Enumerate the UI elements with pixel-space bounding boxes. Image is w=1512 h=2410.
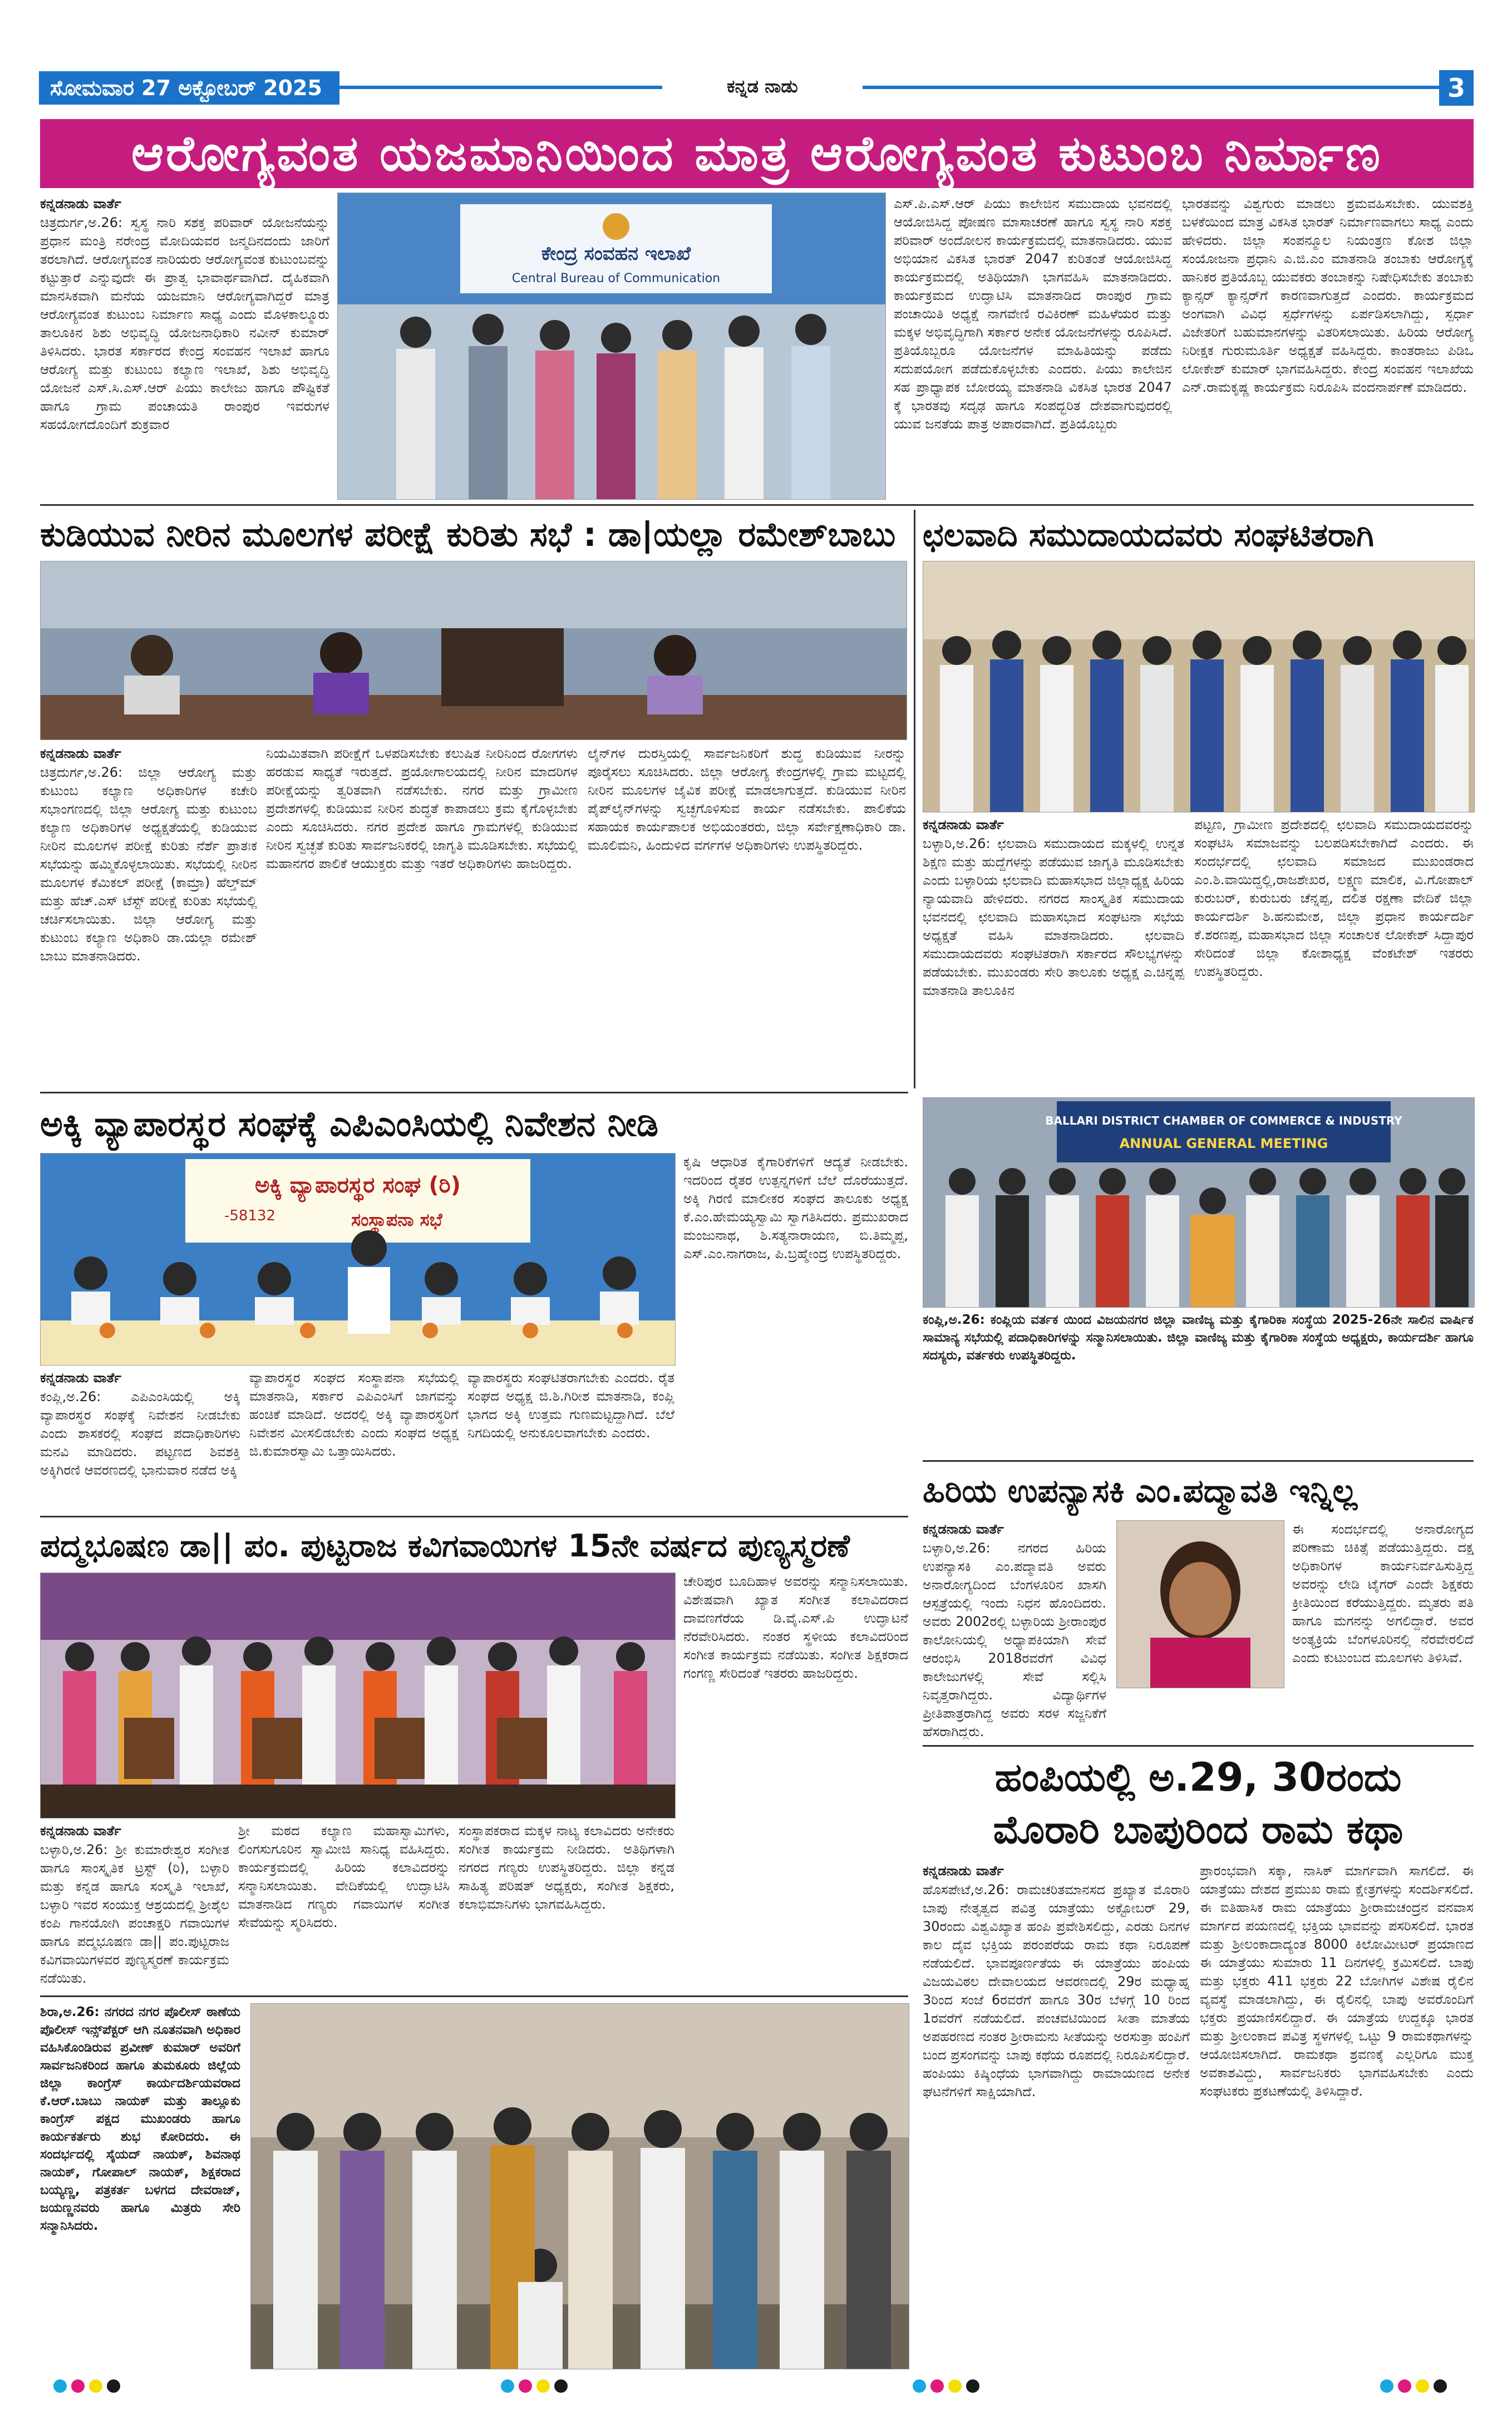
chamber-photo-banner-sub: ANNUAL GENERAL MEETING: [1119, 1136, 1328, 1151]
registration-mark: [53, 2379, 67, 2393]
lead-photo-banner-sub: Central Bureau of Communication: [511, 272, 721, 285]
obituary-headline: ಹಿರಿಯ ಉಪನ್ಯಾಸಕಿ ಎಂ.ಪದ್ಮಾವತಿ ಇನ್ನಿಲ್ಲ: [923, 1472, 1357, 1510]
rice-photo-banner-num: -58132: [224, 1208, 276, 1224]
rice-body-col1: ಕಂಪ್ಲಿ,ಅ.26: ಎಪಿಎಂಸಿಯಲ್ಲಿ ಅಕ್ಕಿ ವ್ಯಾಪಾರಸ್ಥರ ಸಂಘಕ್ಕೆ ನಿವೇಶನ ನೀಡಬೇಕು ಎಂದು ಶಾಸಕರಲ್ಲಿ ಸಂಘದ ಪದಾಧಿಕಾರಿಗಳು ಮನವಿ ಮಾಡಿದರು. ಪಟ್ಟಣದ ಶಿವಶಕ್ತಿ ಅಕ್ಕಿಗಿರಣಿ ಆವರಣದಲ್ಲಿ ಭಾನುವಾರ ನಡೆದ ಅಕ್ಕಿ: [40, 1389, 240, 1478]
section-divider: [923, 1745, 1474, 1747]
hampi-body-col1: ಹೊಸಪೇಟೆ,ಅ.26: ರಾಮಚರಿತಮಾನಸದ ಪ್ರಖ್ಯಾತ ಮೊರಾರಿ ಬಾಪು ನೇತೃತ್ವದ ಪವಿತ್ರ ಯಾತ್ರೆಯು ಅಕ್ಟೋಬರ್ 29, 30ರಂದು ವಿಶ್ವವಿಖ್ಯಾತ ಹಂಪಿ ಪ್ರವೇಶಿಸಲಿದ್ದು, ಎರಡು ದಿನಗಳ ಕಾಲ ದೈವ ಭಕ್ತಿಯ ಪರಂಪರೆಯ ರಾಮ ಕಥಾ ನಿರೂಪಣೆ ನಡೆಯಲಿದೆ. ಭಾವಪೂರ್ಣತೆಯ ಈ ಯಾತ್ರೆಯು ಹಂಪಿಯ ವಿಜಯವಿಠಲ ದೇವಾಲಯದ ಆವರಣದಲ್ಲಿ 29ರ ಮಧ್ಯಾಹ್ನ 3ರಿಂದ ಸಂಜೆ 6ರವರೆಗೆ ಹಾಗೂ 30ರ ಬೆಳಗ್ಗೆ 10 ರಿಂದ 1ರವರೆಗೆ ನಡೆಯಲಿದೆ. ಪಂಚವಟಿಯಿಂದ ಸೀತಾ ಮಾತೆಯ ಅಪಹರಣದ ನಂತರ ಶ್ರೀರಾಮನು ಸೀತೆಯನ್ನು ಅರಸುತ್ತಾ ಹಂಪಿಗೆ ಬಂದ ಪ್ರಸಂಗವನ್ನು ಬಾಪು ಕಥೆಯ ರೂಪದಲ್ಲಿ ನಿರೂಪಿಸಲಿದ್ದಾರೆ. ಹಂಪಿಯು ಕಿಷ್ಕಿಂಧೆಯ ಭಾಗವಾಗಿದ್ದು ರಾಮಾಯಣದ ಅನೇಕ ಘಟನೆಗಳಿಗೆ ಸಾಕ್ಷಿಯಾಗಿದೆ.: [923, 1882, 1190, 2099]
rice-photo-banner-sub: ಸಂಸ್ಥಾಪನಾ ಸಭೆ: [351, 1209, 442, 1230]
registration-mark: [519, 2379, 532, 2393]
section-divider: [40, 1092, 908, 1093]
water-headline: ಕುಡಿಯುವ ನೀರಿನ ಮೂಲಗಳ ಪರೀಕ್ಷೆ ಕುರಿತು ಸಭೆ : ಡಾ|ಯಲ್ಲಾ ರಮೇಶ್‌ಬಾಬು: [40, 515, 896, 554]
registration-mark: [71, 2379, 85, 2393]
rice-headline: ಅಕ್ಕಿ ವ್ಯಾಪಾರಸ್ಥರ ಸಂಘಕ್ಕೆ ಎಪಿಎಂಸಿಯಲ್ಲಿ ನಿವೇಶನ ನೀಡಿ: [40, 1103, 659, 1144]
registration-mark: [89, 2379, 102, 2393]
chalavadi-byline: ಕನ್ನಡನಾಡು ವಾರ್ತೆ: [923, 817, 1004, 832]
registration-mark: [501, 2379, 514, 2393]
puttaraj-photo-image: [41, 1573, 675, 1818]
puttaraj-headline: ಪದ್ಮಭೂಷಣ ಡಾ|| ಪಂ. ಪುಟ್ಟರಾಜ ಕವಿಗವಾಯಿಗಳ 15ನೇ ವರ್ಷದ ಪುಣ್ಯಸ್ಮರಣೆ: [40, 1528, 850, 1564]
obituary-body-col2: ಈ ಸಂದರ್ಭದಲ್ಲಿ ಅನಾರೋಗ್ಯದ ಪರಿಣಾಮ ಚಿಕಿತ್ಸೆ ಪಡೆಯುತ್ತಿದ್ದರು. ದಕ್ಷ ಅಧಿಕಾರಿಗಳ ಕಾರ್ಯನಿರ್ವಹಿಸುತ್ತಿದ್ದ ಅವರನ್ನು ಲೇಡಿ ಟೈಗರ್ ಎಂದೇ ಶಿಕ್ಷಕರು ಕ್ರೀತಿಯಿಂದ ಕರೆಯುತ್ತಿದ್ದರು. ಮೃತರು ಪತಿ ಹಾಗೂ ಮಗನನ್ನು ಅಗಲಿದ್ದಾರೆ. ಅವರ ಅಂತ್ಯಕ್ರಿಯೆ ಬೆಂಗಳೂರಿನಲ್ಲಿ ನೆರವೇರಲಿದೆ ಎಂದು ಕುಟುಂಬದ ಮೂಲಗಳು ತಿಳಿಸಿವೆ.: [1292, 1521, 1474, 1665]
chalavadi-body-col1: ಬಳ್ಳಾರಿ,ಅ.26: ಛಲವಾದಿ ಸಮುದಾಯದ ಮಕ್ಕಳಲ್ಲಿ ಉನ್ನತ ಶಿಕ್ಷಣ ಮತ್ತು ಹುದ್ದೆಗಳನ್ನು ಪಡೆಯುವ ಜಾಗೃತಿ ಮೂಡಿಸಬೇಕು ಎಂದು ಬಳ್ಳಾರಿಯ ಛಲವಾದಿ ಮಹಾಸಭಾದ ಜಿಲ್ಲಾಧ್ಯಕ್ಷ ಹಿರಿಯ ನ್ಯಾಯವಾದಿ ಹೇಳಿದರು. ನಗರದ ಸಾಂಸ್ಕೃತಿಕ ಸಮುದಾಯ ಭವನದಲ್ಲಿ ಛಲವಾದಿ ಮಹಾಸಭಾದ ಸಂಘಟನಾ ಸಭೆಯ ಅಧ್ಯಕ್ಷತೆ ವಹಿಸಿ ಮಾತನಾಡಿದರು. ಛಲವಾದಿ ಸಮುದಾಯದವರು ಸಂಘಟಿತರಾಗಿ ಸರ್ಕಾರದ ಸೌಲಭ್ಯಗಳನ್ನು ಪಡೆಯಬೇಕು. ಮುಖಂಡರು ಸೇರಿ ತಾಲೂಕು ಅಧ್ಯಕ್ಷ ಎ.ಚಿನ್ನಪ್ಪ ಮಾತನಾಡಿ ತಾಲೂಕಿನ: [923, 836, 1184, 998]
lead-headline: ಆರೋಗ್ಯವಂತ ಯಜಮಾನಿಯಿಂದ ಮಾತ್ರ ಆರೋಗ್ಯವಂತ ಕುಟುಂಬ ನಿರ್ಮಾಣ: [40, 119, 1474, 188]
registration-mark: [930, 2379, 944, 2393]
puttaraj-body-col1: ಬಳ್ಳಾರಿ,ಅ.26: ಶ್ರೀ ಕುಮಾರೇಶ್ವರ ಸಂಗೀತ ಹಾಗೂ ಸಾಂಸ್ಕೃತಿಕ ಟ್ರಸ್ಟ್ (ರಿ), ಬಳ್ಳಾರಿ ಮತ್ತು ಕನ್ನಡ ಹಾಗೂ ಸಂಸ್ಕೃತಿ ಇಲಾಖೆ, ಬಳ್ಳಾರಿ ಇವರ ಸಂಯುಕ್ತ ಆಶ್ರಯದಲ್ಲಿ ಶ್ರೀಶೈಲ ಕಂಪಿ ಗಾನಯೋಗಿ ಪಂಚಾಕ್ಷರಿ ಗವಾಯಿಗಳ ಹಾಗೂ ಪದ್ಮಭೂಷಣ ಡಾ|| ಪಂ.ಪುಟ್ಟರಾಜ ಕವಿಗವಾಯಿಗಳವರ ಪುಣ್ಯಸ್ಮರಣೆ ಕಾರ್ಯಕ್ರಮ ನಡೆಯಿತು.: [40, 1842, 229, 1986]
section-divider: [40, 1995, 908, 1997]
hampi-body-col2: ಪ್ರಾರಂಭವಾಗಿ ಸಕ್ಕಾ, ನಾಸಿಕ್ ಮಾರ್ಗವಾಗಿ ಸಾಗಲಿದೆ. ಈ ಯಾತ್ರೆಯು ದೇಶದ ಪ್ರಮುಖ ರಾಮ ಕ್ಷೇತ್ರಗಳನ್ನು ಸಂದರ್ಶಿಸಲಿದೆ. ಈ ಐತಿಹಾಸಿಕ ರಾಮ ಯಾತ್ರೆಯು ಶ್ರೀರಾಮಚಂದ್ರನ ವನವಾಸ ಮಾರ್ಗದ ಪಯಣದಲ್ಲಿ ಭಕ್ತಿಯ ಭಾವವನ್ನು ಪಸರಿಸಲಿದೆ. ಭಾರತ ಮತ್ತು ಶ್ರೀಲಂಕಾದಾದ್ಯಂತ 8000 ಕಿಲೋಮೀಟರ್ ಪ್ರಯಾಣದ ಈ ಯಾತ್ರೆಯು ಸುಮಾರು 11 ದಿನಗಳಲ್ಲಿ ಕ್ರಮಿಸಲಿದೆ. ಬಾಪು ಮತ್ತು ಭಕ್ತರು 411 ಭಕ್ತರು 22 ಬೋಗಿಗಳ ವಿಶೇಷ ರೈಲಿನ ವ್ಯವಸ್ಥೆ ಮಾಡಲಾಗಿದ್ದು, ಈ ರೈಲಿನಲ್ಲಿ ಬಾಪು ಅವರೊಂದಿಗೆ ಭಕ್ತರು ಪ್ರಯಾಣಿಸಲಿದ್ದಾರೆ. ಈ ಯಾತ್ರೆಯ ಉದ್ದಕ್ಕೂ ಭಾರತ ಮತ್ತು ಶ್ರೀಲಂಕಾದ ಪವಿತ್ರ ಸ್ಥಳಗಳಲ್ಲಿ ಒಟ್ಟು 9 ರಾಮಕಥಾಗಳನ್ನು ಆಯೋಜಿಸಲಾಗಿದೆ. ರಾಮಕಥಾ ಶ್ರವಣಕ್ಕೆ ಎಲ್ಲರಿಗೂ ಮುಕ್ತ ಅವಕಾಶವಿದ್ದು, ಸಾರ್ವಜನಿಕರು ಭಾಗವಹಿಸಬೇಕು ಎಂದು ಸಂಘಟಕರು ಪ್ರಕಟಣೆಯಲ್ಲಿ ತಿಳಿಸಿದ್ದಾರೆ.: [1200, 1863, 1474, 2099]
obituary-portrait: [1116, 1520, 1284, 1688]
lead-body-col1: ಚಿತ್ರದುರ್ಗ,ಅ.26: ಸ್ವಸ್ಥ ನಾರಿ ಸಶಕ್ತ ಪರಿವಾರ್ ಯೋಜನೆಯನ್ನು ಪ್ರಧಾನ ಮಂತ್ರಿ ನರೇಂದ್ರ ಮೋದಿಯವರ ಜನ್ಮದಿನದಂದು ಜಾರಿಗೆ ತರಲಾಗಿದೆ. ಆರೋಗ್ಯವಂತ ನಾರಿಯರು ಆರೋಗ್ಯವಂತ ಕುಟುಂಬವನ್ನು ಕಟ್ಟುತ್ತಾರೆ ಎನ್ನುವುದೇ ಈ ಪ್ರಾತ್ವ ಭಾವಾರ್ಥವಾಗಿದೆ. ದೈಹಿಕವಾಗಿ ಮಾನಸಿಕವಾಗಿ ಮನೆಯ ಯಜಮಾನಿ ಆರೋಗ್ಯವಾಗಿದ್ದರೆ ಮಾತ್ರ ಆರೋಗ್ಯವಂತ ಕುಟುಂಬ ನಿರ್ಮಾಣ ಸಾಧ್ಯ ಎಂದು ಮೊಳಕಾಲ್ಮೂರು ತಾಲೂಕಿನ ಶಿಶು ಅಭಿವೃದ್ಧಿ ಯೋಜನಾಧಿಕಾರಿ ನವೀನ್ ಕುಮಾರ್ ತಿಳಿಸಿದರು. ಭಾರತ ಸರ್ಕಾರದ ಕೇಂದ್ರ ಸಂವಹನ ಇಲಾಖೆ ಹಾಗೂ ಆರೋಗ್ಯ ಮತ್ತು ಕುಟುಂಬ ಕಲ್ಯಾಣ ಇಲಾಖೆ, ಶಿಶು ಅಭಿವೃದ್ಧಿ ಯೋಜನೆ ಎಸ್.ಸಿ.ಎಸ್.ಆರ್ ಪಿಯು ಕಾಲೇಜು ಹಾಗೂ ಪೌಷ್ಟಿಕತೆ ಹಾಗೂ ಗ್ರಾಮ ಪಂಚಾಯತಿ ರಾಂಪುರ ಇವರುಗಳ ಸಹಯೋಗದೊಂದಿಗೆ ಶುಕ್ರವಾರ: [40, 215, 329, 432]
hampi-headline-line1: ಹಂಪಿಯಲ್ಲಿ ಅ.29, 30ರಂದು: [994, 1754, 1402, 1800]
registration-mark: [948, 2379, 962, 2393]
lead-body-col2: ಎಸ್.ಪಿ.ಎಸ್.ಆರ್ ಪಿಯು ಕಾಲೇಜಿನ ಸಮುದಾಯ ಭವನದಲ್ಲಿ ಆಯೋಜಿಸಿದ್ದ ಪೋಷಣ ಮಾಸಾಚರಣೆ ಹಾಗೂ ಸ್ವಸ್ಥ ನಾರಿ ಸಶಕ್ತ ಪರಿವಾರ್ ಅಂದೋಲನ ಕಾರ್ಯಕ್ರಮದಲ್ಲಿ ಮಾತನಾಡಿದರು. ಯುವ ಅಭಿಯಾನ ವಿಕಸಿತ ಭಾರತ್ 2047 ಕುರಿತಂತೆ ಆಯೋಜಿಸಿದ್ದ ಕಾರ್ಯಕ್ರಮದಲ್ಲಿ ಅತಿಥಿಯಾಗಿ ಭಾಗವಹಿಸಿ ಮಾತನಾಡಿದರು. ಕಾರ್ಯಕ್ರಮದ ಉದ್ಘಾಟಿಸಿ ಮಾತನಾಡಿದ ರಾಂಪುರ ಗ್ರಾಮ ಪಂಚಾಯಿತಿ ಅಧ್ಯಕ್ಷೆ ನಾಗವೇಣಿ ರವಿಕಿರಣ್ ಮಹಿಳೆಯರ ಮತ್ತು ಮಕ್ಕಳ ಅಭಿವೃದ್ಧಿಗಾಗಿ ಸರ್ಕಾರ ಅನೇಕ ಯೋಜನೆಗಳನ್ನು ರೂಪಿಸಿದೆ. ಪ್ರತಿಯೊಬ್ಬರೂ ಯೋಜನೆಗಳ ಮಾಹಿತಿಯನ್ನು ಪಡೆದು ಸದುಪಯೋಗ ಪಡೆದುಕೊಳ್ಳಬೇಕು ಎಂದರು. ಪಿಯು ಕಾಲೇಜಿನ ಸಹ ಪ್ರಾಧ್ಯಾಪಕ ಬೋರಯ್ಯ ಮಾತನಾಡಿ ವಿಕಸಿತ ಭಾರತ 2047 ಕ್ಕೆ ಭಾರತವು ಸದೃಢ ಹಾಗೂ ಸಂಪದ್ಭರಿತ ದೇಶವಾಗುವುದರಲ್ಲಿ ಯುವ ಜನತೆಯ ಪಾತ್ರ ಅಪಾರವಾಗಿದೆ. ಪ್ರತಿಯೊಬ್ಬರು: [894, 196, 1172, 432]
rice-byline: ಕನ್ನಡನಾಡು ವಾರ್ತೆ: [40, 1370, 121, 1386]
puttaraj-byline: ಕನ್ನಡನಾಡು ವಾರ್ತೆ: [40, 1823, 121, 1839]
section-divider: [40, 1516, 908, 1517]
rice-photo: [40, 1153, 676, 1366]
chalavadi-headline: ಛಲವಾದಿ ಸಮುದಾಯದವರು ಸಂಘಟಿತರಾಗಿ: [923, 516, 1374, 554]
masthead-rule: [339, 86, 1447, 89]
puttaraj-body-col4: ಚೇರಿಪುರ ಬೂದಿಹಾಳ ಅವರನ್ನು ಸನ್ಮಾನಿಸಲಾಯಿತು. ವಿಶೇಷವಾಗಿ ಖ್ಯಾತ ಸಂಗೀತ ಕಲಾವಿದರಾದ ದಾವಣಗೆರೆಯ ಡಿ.ವೈ.ಎಸ್.ಪಿ ಉದ್ಘಾಟನೆ ನೆರವೇರಿಸಿದರು. ನಂತರ ಸ್ಥಳೀಯ ಕಲಾವಿದರಿಂದ ಸಂಗೀತ ಕಾರ್ಯಕ್ರಮ ನಡೆಯಿತು. ಸಂಗೀತ ಶಿಕ್ಷಕರಾದ ಗಂಗಣ್ಣ ಸೇರಿದಂತೆ ಇತರರು ಹಾಜರಿದ್ದರು.: [683, 1574, 908, 1681]
rice-body-col2: ವ್ಯಾಪಾರಸ್ಥರ ಸಂಘದ ಸಂಸ್ಥಾಪನಾ ಸಭೆಯಲ್ಲಿ ಮಾತನಾಡಿ, ಸರ್ಕಾರ ಎಪಿಎಂಸಿಗೆ ಜಾಗವನ್ನು ಹಂಚಿಕೆ ಮಾಡಿದೆ. ಅದರಲ್ಲಿ ಅಕ್ಕಿ ವ್ಯಾಪಾರಸ್ಥರಿಗೆ ನಿವೇಶನ ಮೀಸಲಿಡಬೇಕು ಎಂದು ಸಂಘದ ಅಧ್ಯಕ್ಷ ಜಿ.ಕುಮಾರಸ್ವಾಮಿ ಒತ್ತಾಯಿಸಿದರು.: [249, 1370, 459, 1459]
registration-mark: [1398, 2379, 1411, 2393]
hampi-byline: ಕನ್ನಡನಾಡು ವಾರ್ತೆ: [923, 1863, 1004, 1879]
registration-mark: [554, 2379, 568, 2393]
paper-name: ಕನ್ನಡ ನಾಡು: [662, 73, 863, 99]
police-photo: [250, 2003, 909, 2369]
lead-body-col3: ಭಾರತವನ್ನು ವಿಶ್ವಗುರು ಮಾಡಲು ಶ್ರಮವಹಿಸಬೇಕು. ಯುವಶಕ್ತಿ ಬಳಕೆಯಿಂದ ಮಾತ್ರ ವಿಕಸಿತ ಭಾರತ್ ನಿರ್ಮಾಣವಾಗಲು ಸಾಧ್ಯ ಎಂದು ಹೇಳಿದರು. ಜಿಲ್ಲಾ ಸಂಪನ್ಮೂಲ ನಿಯಂತ್ರಣ ಕೋಶ ಜಿಲ್ಲಾ ಸಂಯೋಜನಾ ಪ್ರಧಾನಿ ಎ.ಜಿ.ಎಂ ಮಾತನಾಡಿ ತಂಬಾಕು ಆರೋಗ್ಯಕ್ಕೆ ಹಾನಿಕರ ಪ್ರತಿಯೊಬ್ಬ ಯುವಕರು ತಂಬಾಕನ್ನು ನಿಷೇಧಿಸಬೇಕು ತಂಬಾಕು ಕ್ಯಾನ್ಸರ್ ಕ್ಯಾನ್ಸರ್‌ಗೆ ಕಾರಣವಾಗುತ್ತದೆ ಎಂದರು. ಕಾರ್ಯಕ್ರಮದ ಅಂಗವಾಗಿ ವಿವಿಧ ಸ್ಪರ್ಧೆಗಳನ್ನು ಏರ್ಪಡಿಸಲಾಗಿದ್ದು, ಸ್ಪರ್ಧಾ ವಿಜೇತರಿಗೆ ಬಹುಮಾನಗಳನ್ನು ವಿತರಿಸಲಾಯಿತು. ಹಿರಿಯ ಆರೋಗ್ಯ ನಿರೀಕ್ಷಕ ಗುರುಮೂರ್ತಿ ಅಧ್ಯಕ್ಷತೆ ವಹಿಸಿದ್ದರು. ಕಾಂತರಾಜು ಪಿಡಿಒ ಲೋಕೇಶ್ ಕುಮಾರ್ ಭಾಗವಹಿಸಿದ್ದರು. ಕೇಂದ್ರ ಸಂವಹನ ಇಲಾಖೆಯ ಎನ್.ರಾಮಕೃಷ್ಣ ಕಾರ್ಯಕ್ರಮ ನಿರೂಪಿಸಿ ವಂದನಾರ್ಪಣೆ ಮಾಡಿದರು.: [1182, 196, 1474, 395]
obituary-byline: ಕನ್ನಡನಾಡು ವಾರ್ತೆ: [923, 1521, 1004, 1537]
chalavadi-photo-image: [923, 561, 1474, 812]
police-photo-image: [251, 2004, 909, 2369]
hampi-headline-line2: ಮೊರಾರಿ ಬಾಪುರಿಂದ ರಾಮ ಕಥಾ: [993, 1807, 1403, 1852]
chamber-caption: ಕಂಪ್ಲಿ,ಅ.26: ಕಂಪ್ಲಿಯ ವರ್ತಕ ಯಿಂದ ವಿಜಯನಗರ ಜಿಲ್ಲಾ ವಾಣಿಜ್ಯ ಮತ್ತು ಕೈಗಾರಿಕಾ ಸಂಸ್ಥೆಯ 2025-26ನೇ ಸಾಲಿನ ವಾರ್ಷಿಕ ಸಾಮಾನ್ಯ ಸಭೆಯಲ್ಲಿ ಪದಾಧಿಕಾರಿಗಳನ್ನು ಸನ್ಮಾನಿಸಲಾಯಿತು. ಜಿಲ್ಲಾ ವಾಣಿಜ್ಯ ಮತ್ತು ಕೈಗಾರಿಕಾ ಸಂಸ್ಥೆಯ ಅಧ್ಯಕ್ಷರು, ಕಾರ್ಯದರ್ಶಿ ಹಾಗೂ ಸದಸ್ಯರು, ವರ್ತಕರು ಉಪಸ್ಥಿತರಿದ್ದರು.: [923, 1313, 1474, 1363]
water-body-col2: ನಿಯಮಿತವಾಗಿ ಪರೀಕ್ಷೆಗೆ ಒಳಪಡಿಸಬೇಕು ಕಲುಷಿತ ನೀರಿನಿಂದ ರೋಗಗಳು ಹರಡುವ ಸಾಧ್ಯತೆ ಇರುತ್ತದೆ. ಪ್ರಯೋಗಾಲಯದಲ್ಲಿ ನೀರಿನ ಮಾದರಿಗಳ ಪರೀಕ್ಷೆಯನ್ನು ತ್ವರಿತವಾಗಿ ನಡೆಸಬೇಕು. ನಗರ ಮತ್ತು ಗ್ರಾಮೀಣ ಪ್ರದೇಶಗಳಲ್ಲಿ ಕುಡಿಯುವ ನೀರಿನ ಶುದ್ಧತೆ ಕಾಪಾಡಲು ಕ್ರಮ ಕೈಗೊಳ್ಳಬೇಕು ಎಂದು ಸೂಚಿಸಿದರು. ನಗರ ಪ್ರದೇಶ ಹಾಗೂ ಗ್ರಾಮಗಳಲ್ಲಿ ಕುಡಿಯುವ ನೀರಿನ ಸ್ವಚ್ಛತೆ ಕುರಿತು ಸಾರ್ವಜನಿಕರಲ್ಲಿ ಜಾಗೃತಿ ಮೂಡಿಸಬೇಕು. ಸಭೆಯಲ್ಲಿ ಮಹಾನಗರ ಪಾಲಿಕೆ ಆಯುಕ್ತರು ಮತ್ತು ಇತರೆ ಅಧಿಕಾರಿಗಳು ಹಾಜರಿದ್ದರು.: [266, 746, 578, 871]
obituary-body-col1: ಬಳ್ಳಾರಿ,ಅ.26: ನಗರದ ಹಿರಿಯ ಉಪನ್ಯಾಸಕಿ ಎಂ.ಪದ್ಮಾವತಿ ಅವರು ಅನಾರೋಗ್ಯದಿಂದ ಬೆಂಗಳೂರಿನ ಖಾಸಗಿ ಆಸ್ಪತ್ರೆಯಲ್ಲಿ ಇಂದು ನಿಧನ ಹೊಂದಿದರು. ಅವರು 2002ರಲ್ಲಿ ಬಳ್ಳಾರಿಯ ಶ್ರೀರಾಂಪುರ ಕಾಲೋನಿಯಲ್ಲಿ ಅಧ್ಯಾಪಕಿಯಾಗಿ ಸೇವೆ ಆರಂಭಿಸಿ 2018ರವರೆಗೆ ವಿವಿಧ ಕಾಲೇಜುಗಳಲ್ಲಿ ಸೇವೆ ಸಲ್ಲಿಸಿ ನಿವೃತ್ತರಾಗಿದ್ದರು. ವಿದ್ಯಾರ್ಥಿಗಳ ಪ್ರೀತಿಪಾತ್ರರಾಗಿದ್ದ ಅವರು ಸರಳ ಸಜ್ಜನಿಕೆಗೆ ಹೆಸರಾಗಿದ್ದರು.: [923, 1540, 1106, 1739]
registration-mark: [1380, 2379, 1393, 2393]
police-caption: ಶಿರಾ,ಅ.26: ನಗರದ ನಗರ ಪೊಲೀಸ್ ಠಾಣೆಯ ಪೊಲೀಸ್ ಇನ್ಸ್‌ಪೆಕ್ಟರ್ ಆಗಿ ನೂತನವಾಗಿ ಅಧಿಕಾರ ವಹಿಸಿಕೊಂಡಿರುವ ಪ್ರವೀಣ್ ಕುಮಾರ್ ಅವರಿಗೆ ಸಾರ್ವಜನಿಕರಿಂದ ಹಾಗೂ ತುಮಕೂರು ಜಿಲ್ಲೆಯ ಜಿಲ್ಲಾ ಕಾಂಗ್ರೆಸ್ ಕಾರ್ಯದರ್ಶಿಯವರಾದ ಕೆ.ಆರ್.ಬಾಬು ನಾಯಕ್ ಮತ್ತು ತಾಲ್ಲೂಕು ಕಾಂಗ್ರೆಸ್ ಪಕ್ಷದ ಮುಖಂಡರು ಹಾಗೂ ಕಾರ್ಯಕರ್ತರು ಶುಭ ಕೋರಿದರು. ಈ ಸಂದರ್ಭದಲ್ಲಿ ಸೈಯದ್ ನಾಯಕ್, ಶಿವನಾಥ ನಾಯಕ್, ಗೋಪಾಲ್ ನಾಯಕ್, ಶಿಕ್ಷಕರಾದ ಬಯ್ಯಣ್ಣ, ಪತ್ರಕರ್ತ ಬಳಗದ ದೇವರಾಜ್, ಜಯಣ್ಣನವರು ಹಾಗೂ ಮಿತ್ರರು ಸೇರಿ ಸನ್ಮಾನಿಸಿದರು.: [40, 2005, 240, 2233]
water-photo-image: [41, 561, 907, 740]
rice-photo-banner-text: ಅಕ್ಕಿ ವ್ಯಾಪಾರಸ್ಥರ ಸಂಘ (ರಿ): [254, 1172, 461, 1198]
masthead-date: ಸೋಮವಾರ 27 ಅಕ್ಟೋಬರ್ 2025: [39, 71, 339, 105]
registration-mark: [1434, 2379, 1447, 2393]
chalavadi-body-col2: ಪಟ್ಟಣ, ಗ್ರಾಮೀಣ ಪ್ರದೇಶದಲ್ಲಿ ಛಲವಾದಿ ಸಮುದಾಯದವರನ್ನು ಸಂಘಟಿಸಿ ಸಮಾಜವನ್ನು ಬಲಪಡಿಸಬೇಕಾಗಿದೆ ಎಂದರು. ಈ ಸಂದರ್ಭದಲ್ಲಿ ಛಲವಾದಿ ಸಮಾಜದ ಮುಖಂಡರಾದ ಎಂ.ಶಿ.ವಾಯಿದ್ದಲ್ಲಿ,ರಾಜಶೇಖರ, ಲಕ್ಷ್ಮಣ ಮಾಲಿಕ, ವಿ.ಗೋಪಾಲ್ ಕುರುಬರ್, ಕುರುಬರು ಚೆನ್ನಪ್ಪ, ದಲಿತ ರಕ್ಷಣಾ ವೇದಿಕೆ ಜಿಲ್ಲಾ ಕಾರ್ಯದರ್ಶಿ ಶಿ.ಹನುಮೇಶ, ಜಿಲ್ಲಾ ಪ್ರಧಾನ ಕಾರ್ಯದರ್ಶಿ ಕೆ.ಶರಣಪ್ಪ, ಮಹಾಸಭಾದ ಜಿಲ್ಲಾ ಸಂಚಾಲಕ ಲೋಕೇಶ್ ಸಿದ್ದಾಪುರ ಸೇರಿದಂತೆ ಜಿಲ್ಲಾ ಕೋಶಾಧ್ಯಕ್ಷ ವೆಂಕಟೇಶ್ ಇತರರು ಉಪಸ್ಥಿತರಿದ್ದರು.: [1194, 817, 1474, 979]
registration-mark: [1416, 2379, 1429, 2393]
chalavadi-photo: [923, 561, 1475, 812]
lead-byline: ಕನ್ನಡನಾಡು ವಾರ್ತೆ: [40, 196, 121, 211]
water-byline: ಕನ್ನಡನಾಡು ವಾರ್ತೆ: [40, 746, 121, 761]
water-body-col1: ಚಿತ್ರದುರ್ಗ,ಅ.26: ಜಿಲ್ಲಾ ಆರೋಗ್ಯ ಮತ್ತು ಕುಟುಂಬ ಕಲ್ಯಾಣ ಅಧಿಕಾರಿಗಳ ಕಚೇರಿ ಸಭಾಂಗಣದಲ್ಲಿ ಜಿಲ್ಲಾ ಆರೋಗ್ಯ ಮತ್ತು ಕುಟುಂಬ ಕಲ್ಯಾಣ ಅಧಿಕಾರಿಗಳ ಅಧ್ಯಕ್ಷತೆಯಲ್ಲಿ ಕುಡಿಯುವ ನೀರಿನ ಮೂಲಗಳ ಪರೀಕ್ಷೆ ಕುರಿತು ನೆರ್ಶೆ ಪ್ರಾತಃಕ ಸಭೆಯನ್ನು ಹಮ್ಮಿಕೊಳ್ಳಲಾಯಿತು. ಸಭೆಯಲ್ಲಿ ನೀರಿನ ಮೂಲಗಳ ಕೆಮಿಕಲ್ ಪರೀಕ್ಷೆ (ಕಾಮ್ರಾ) ಹೆಲ್ತ್‌ಮ್ ಮತ್ತು ಹೆಚ್.ಎಸ್ ಟೆಸ್ಟ್ ಪರೀಕ್ಷೆ ಕುರಿತು ಸಭೆಯಲ್ಲಿ ಚರ್ಚಿಸಲಾಯಿತು. ಜಿಲ್ಲಾ ಆರೋಗ್ಯ ಮತ್ತು ಕುಟುಂಬ ಕಲ್ಯಾಣ ಅಧಿಕಾರಿ ಡಾ.ಯಲ್ಲಾ ರಮೇಶ್ ಬಾಬು ಮಾತನಾಡಿದರು.: [40, 765, 257, 964]
page-number: 3: [1439, 70, 1474, 106]
water-photo: [40, 561, 907, 740]
chamber-photo: [923, 1097, 1475, 1308]
puttaraj-photo: [40, 1573, 676, 1818]
registration-mark: [913, 2379, 926, 2393]
rice-body-col4: ಕೃಷಿ ಆಧಾರಿತ ಕೈಗಾರಿಕೆಗಳಿಗೆ ಆದ್ಯತೆ ನೀಡಬೇಕು. ಇದರಿಂದ ರೈತರ ಉತ್ಪನ್ನಗಳಿಗೆ ಬೆಲೆ ದೊರೆಯುತ್ತದೆ. ಅಕ್ಕಿ ಗಿರಣಿ ಮಾಲೀಕರ ಸಂಘದ ತಾಲೂಕು ಅಧ್ಯಕ್ಷ ಕೆ.ಎಂ.ಹೇಮಯ್ಯಸ್ವಾಮಿ ಸ್ವಾಗತಿಸಿದರು. ಪ್ರಮುಖರಾದ ಮಂಜುನಾಥ, ಶಿ.ಸತ್ಯನಾರಾಯಣ, ಬಿ.ತಿಮ್ಮಪ್ಪ, ಎಸ್.ಎಂ.ನಾಗರಾಜ, ಪಿ.ಬ್ರಹ್ಮೇಂದ್ರ ಉಪಸ್ಥಿತರಿದ್ದರು.: [683, 1154, 908, 1261]
lead-photo-image: [338, 193, 885, 499]
lead-photo-banner-text: ಕೇಂದ್ರ ಸಂವಹನ ಇಲಾಖೆ: [541, 243, 691, 265]
section-divider: [40, 504, 1474, 506]
chamber-photo-image: [923, 1098, 1474, 1307]
registration-mark: [966, 2379, 979, 2393]
column-divider: [914, 510, 915, 1088]
puttaraj-body-col2: ಶ್ರೀ ಮಠದ ಕಲ್ಯಾಣ ಮಹಾಸ್ವಾಮಿಗಳು, ಲಿಂಗಸುಗೂರಿನ ಸ್ವಾಮೀಜಿ ಸಾನಿಧ್ಯ ವಹಿಸಿದ್ದರು. ಕಾರ್ಯಕ್ರಮದಲ್ಲಿ ಹಿರಿಯ ಕಲಾವಿದರನ್ನು ಸನ್ಮಾನಿಸಲಾಯಿತು. ವೇದಿಕೆಯಲ್ಲಿ ಉದ್ಘಾಟಿಸಿ ಮಾತನಾಡಿದ ಗಣ್ಯರು ಗವಾಯಿಗಳ ಸಂಗೀತ ಸೇವೆಯನ್ನು ಸ್ಮರಿಸಿದರು.: [238, 1823, 450, 1930]
water-body-col3: ಲೈನ್‌ಗಳ ದುರಸ್ತಿಯಲ್ಲಿ ಸಾರ್ವಜನಿಕರಿಗೆ ಶುದ್ಧ ಕುಡಿಯುವ ನೀರನ್ನು ಪೂರೈಸಲು ಸೂಚಿಸಿದರು. ಜಿಲ್ಲಾ ಆರೋಗ್ಯ ಕೇಂದ್ರಗಳಲ್ಲಿ ಗ್ರಾಮ ಮಟ್ಟದಲ್ಲಿ ನೀರಿನ ಮೂಲಗಳ ಜೈವಿಕ ಪರೀಕ್ಷೆ ಮಾಡಲಾಗುತ್ತದೆ. ಕುಡಿಯುವ ನೀರಿನ ಪೈಪ್‌ಲೈನ್‌ಗಳನ್ನು ಸ್ವಚ್ಛಗೊಳಿಸುವ ಕಾರ್ಯ ನಡೆಸಬೇಕು. ಪಾಲಿಕೆಯ ಸಹಾಯಕ ಕಾರ್ಯಪಾಲಕ ಅಭಿಯಂತರರು, ಜಿಲ್ಲಾ ಸರ್ವೇಕ್ಷಣಾಧಿಕಾರಿ ಡಾ. ಮೂಲಿಮನಿ, ಹಿಂದುಳಿದ ವರ್ಗಗಳ ಅಧಿಕಾರಿಗಳು ಉಪಸ್ಥಿತರಿದ್ದರು.: [588, 746, 906, 853]
section-divider: [923, 1460, 1474, 1462]
puttaraj-body-col3: ಸಂಸ್ಥಾಪಕರಾದ ಮಕ್ಕಳ ನಾಟ್ಯ ಕಲಾವಿದರು ಅನೇಕರು ಸಂಗೀತ ಕಾರ್ಯಕ್ರಮ ನೀಡಿದರು. ಅತಿಥಿಗಳಾಗಿ ನಗರದ ಗಣ್ಯರು ಉಪಸ್ಥಿತರಿದ್ದರು. ಜಿಲ್ಲಾ ಕನ್ನಡ ಸಾಹಿತ್ಯ ಪರಿಷತ್ ಅಧ್ಯಕ್ಷರು, ಸಂಗೀತ ಶಿಕ್ಷಕರು, ಕಲಾಭಿಮಾನಿಗಳು ಭಾಗವಹಿಸಿದ್ದರು.: [459, 1823, 674, 1912]
chamber-photo-banner-text: BALLARI DISTRICT CHAMBER OF COMMERCE & INDUSTRY: [1045, 1114, 1402, 1127]
registration-mark: [107, 2379, 120, 2393]
rice-body-col3: ವ್ಯಾಪಾರಸ್ಥರು ಸಂಘಟಿತರಾಗಬೇಕು ಎಂದರು. ರೈತ ಸಂಘದ ಅಧ್ಯಕ್ಷ ಜಿ.ಶಿ.ಗಿರೀಶ ಮಾತನಾಡಿ, ಕಂಪ್ಲಿ ಭಾಗದ ಅಕ್ಕಿ ಉತ್ತಮ ಗುಣಮಟ್ಟದ್ದಾಗಿದೆ. ಬೆಲೆ ನಿಗದಿಯಲ್ಲಿ ಅನುಕೂಲವಾಗಬೇಕು ಎಂದರು.: [467, 1370, 674, 1441]
lead-photo: [337, 193, 886, 500]
rice-photo-image: [41, 1154, 675, 1365]
obituary-portrait-image: [1117, 1521, 1284, 1688]
registration-mark: [536, 2379, 550, 2393]
